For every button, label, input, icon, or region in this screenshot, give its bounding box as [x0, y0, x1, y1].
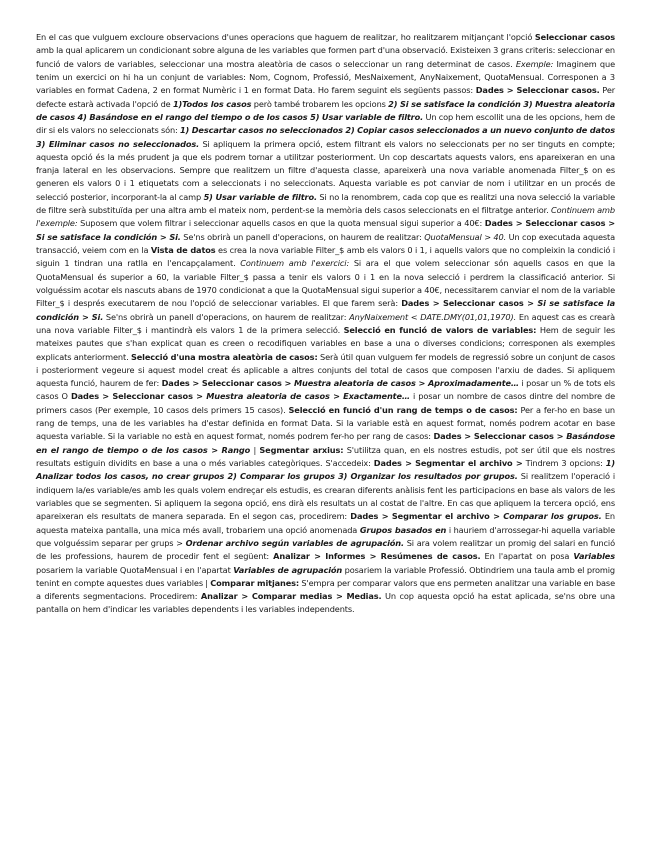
- text-run: En aquest cas es crearà una nova variable Filter_$ i mantindrà els valors 1 de la primera selecció.: [36, 311, 615, 335]
- bold-text-run: Comparar mitjanes:: [210, 577, 300, 588]
- bold-italic-text-run: 1) Descartar casos no seleccionados 2) Copiar casos seleccionados a un nuevo conjunto de datos 3) Eliminar casos no seleccionados.: [36, 125, 615, 149]
- text-run: i posar un % de tots els casos O: [36, 378, 616, 402]
- text-run: amb la qual aplicarem un condicionant sobre alguna de les variables que formen part d'una observació. Existeixen 3 grans criteris: seleccionar en funció de valors de variables, seleccionar una mostra aleatòria de casos o seleccionar un rang determinat de casos.: [36, 45, 615, 69]
- bold-text-run: Dades > Seleccionar casos >: [433, 431, 567, 442]
- text-run: Tindrem 3 opcions:: [522, 458, 606, 468]
- text-run: Un cop hem escollit una de les opcions, hem de dir si els valors no seleccionats són:: [36, 111, 615, 136]
- italic-text-run: QuotaMensual > 40.: [424, 231, 507, 242]
- text-run: S'empra per comparar valors que ens permeten analitzar una variable en base a diferents segmentacions. Procedirem:: [36, 577, 615, 602]
- bold-italic-text-run: Si se satisface la condición > Si.: [36, 231, 181, 242]
- bold-italic-text-run: Variables: [573, 551, 615, 562]
- bold-italic-text-run: Basándose en el rango de tiempo o de los casos > Rango: [36, 431, 616, 455]
- text-run: però també trobarem les opcions: [251, 98, 389, 109]
- italic-text-run: Exemple:: [515, 58, 554, 69]
- text-run: posariem la variable QuotaMensual i en l'apartat: [36, 564, 234, 575]
- bold-text-run: Dades > Segmentar el archivo >: [350, 511, 504, 522]
- bold-italic-text-run: 2) Si se satisface la condición 3) Muestra aleatoria de casos 4) Basándose en el rango del tiempo o de los casos 5) Usar variable de filtro.: [36, 98, 616, 122]
- text-run: Per a fer-ho en base un rang de temps, una de les variables ha d'estar definida en format Data. Si la variable està en aquest format, només podrem acotar en base aquesta variable. Si la variable no està en aquest format, només podrem fer-ho per rang de casos:: [36, 404, 615, 442]
- bold-italic-text-run: Ordenar archivo según variables de agrupación.: [185, 537, 404, 548]
- bold-text-run: Selecció d'una mostra aleatòria de casos:: [130, 351, 318, 362]
- text-run: Se'ns obrirà un panell d'operacions, on haurem de realitzar:: [180, 231, 425, 242]
- text-run: es crea la nova variable Filter_$ amb els valors 0 i 1, i aquells valors que no compleixin la condició i siguin 1 tindran una ratlla en l'encapçalament.: [36, 245, 615, 269]
- text-run: Imaginem que tenim un exercici on hi ha un conjunt de variables: Nom, Cognom, Professió, MesNaixement, AnyNaixement, QuotaMensual. Corresponen a 3 variables en format Cadena, 2 en format Numèric i 1 en format Data. Ho farem seguint els següents passos:: [36, 58, 615, 96]
- text-run: i posar un nombre de casos dintre del nombre de primers casos (Per exemple, 10 casos dels primers 15 casos).: [36, 391, 615, 415]
- text-run: En aquesta mateixa pantalla, una mica més avall, trobariem una opció anomenada: [36, 511, 615, 535]
- text-run: Si apliquem la primera opció, estem filtrant els valors no seleccionats per no ser tinguts en compte; aquesta opció és la més prudent ja que els podrem tornar a utilitzar posteriorment. Un cop descartats aquests valors, ens apareixeran en una franja lateral en les observacions. Sempre que realitzem un filtre d'aquesta classe, apareixerà una nova variable anomenada Filter_$ on es generen els valors 0 i 1 etiquetats com a seleccionats i no seleccionats. Aquesta variable es pot canviar de nom i utilitzar en un procés de selecció posterior, incorporant-la al camp: [36, 138, 615, 202]
- bold-italic-text-run: Variables de agrupación: [233, 564, 343, 575]
- bold-text-run: Seleccionar casos: [534, 32, 615, 42]
- bold-text-run: Dades > Seleccionar casos.: [475, 85, 600, 96]
- text-run: Per defecte estarà activada l'opció de: [36, 85, 615, 109]
- text-run: posariem la variable Professió. Obtindriem una taula amb el promig tenint en compte aquestes dues variables |: [36, 564, 616, 588]
- text-run: Suposem que volem filtrar i seleccionar aquells casos en que la quota mensual sigui superior a 40€:: [77, 218, 485, 229]
- bold-text-run: Dades > Segmentar el archivo >: [373, 458, 523, 468]
- text-run: Si no la renombrem, cada cop que es realitzi una nova selecció la variable de filtre serà substituïda per una altra amb el mateix nom, perdent-se la memòria dels casos seleccionats en el filtratge anterior.: [36, 191, 615, 216]
- bold-text-run: Dades > Seleccionar casos >: [484, 218, 616, 229]
- body-paragraph: [36, 31, 615, 617]
- bold-italic-text-run: 5) Usar variable de filtro.: [203, 191, 317, 202]
- bold-text-run: Segmentar arxius:: [259, 444, 344, 455]
- bold-italic-text-run: Grupos basados en: [359, 524, 447, 535]
- text-run: Si realitzem l'operació i indiquem la/es variable/es amb les quals volem endreçar els estudis, es crearan diferents anàlisis fent les participacions en base als valors de les variables que se segmenten. Si apliquem la segona opció, ens dirà els resultats un al costat de l'altre. En cas que apliquem la tercera opció, ens apareixeran els resultats de manera separada. En el segon cas, procedirem:: [36, 471, 615, 522]
- text-run: |: [250, 444, 260, 455]
- bold-text-run: Dades > Seleccionar casos >: [161, 378, 294, 389]
- bold-italic-text-run: Muestra aleatoria de casos > Exactamente…: [206, 391, 410, 402]
- italic-text-run: Continuem amb l'exercici:: [240, 258, 350, 269]
- bold-text-run: Analizar > Comparar medias > Medias.: [200, 591, 382, 602]
- bold-text-run: Vista de datos: [150, 245, 216, 255]
- text-run: Un cop executada aquesta transacció, veiem com en la: [36, 231, 616, 255]
- text-run: Si ara el que volem seleccionar són aquells casos en que la QuotaMensual és superior a 60, la variable Filter_$ passa a tenir els valors 0 i 1 en la nova selecció i perdrem la classificació anterior. Si volguéssim acotar els nascuts abans de 1970 condicionat a que la QuotaMensual sigui superior a 40€, necessitarem canviar el nom de la variable Filter_$ i després executarem de nou l'opció de seleccionar variables. El que farem serà:: [36, 258, 615, 309]
- bold-text-run: Dades > Seleccionar casos >: [401, 298, 538, 309]
- text-run: En l'apartat on posa: [480, 551, 574, 562]
- text-run: En el cas que vulguem excloure observacions d'unes operacions que haguem de realitzar, ho realitzarem mitjançant l'opció: [36, 32, 535, 42]
- italic-text-run: AnyNaixement < DATE.DMY(01,01,1970).: [349, 311, 517, 322]
- text-run: S'utilitza quan, en els nostres estudis, pot ser útil que els nostres resultats estiguin dividits en base a una o més variables categòriques. S'accedeix:: [36, 444, 615, 468]
- text-run: i hauriem d'arrossegar-hi aquella variable que volguéssim separar per grups >: [36, 524, 615, 548]
- text-run: Serà útil quan vulguem fer models de regressió sobre un conjunt de casos i posteriorment vegeure si aquest model creat és aplicable a altres conjunts del total de casos que composen l'arxiu de dades. Si apliquem aquesta funció, haurem de fer:: [36, 351, 616, 389]
- bold-text-run: Selecció en funció de valors de variables:: [343, 324, 537, 335]
- bold-italic-text-run: Comparar los grupos.: [503, 511, 602, 522]
- italic-text-run: Continuem amb l'exemple:: [36, 205, 615, 229]
- text-run: Un cop aquesta opció ha estat aplicada, se'ns obre una pantalla on hem d'indicar les variables dependents i les variables independents.: [36, 591, 615, 615]
- bold-italic-text-run: Muestra aleatoria de casos > Aproximadamente…: [293, 378, 519, 389]
- bold-text-run: Analizar > Informes > Resúmenes de casos.: [273, 551, 481, 562]
- text-run: Si ara volem realitzar un promig del salari en funció de les professions, haurem de procedir fent el següent:: [36, 537, 615, 562]
- bold-italic-text-run: 1) Analizar todos los casos, no crear grupos 2) Comparar los grupos 3) Organizar los resultados por grupos.: [36, 458, 615, 482]
- bold-text-run: Selecció en funció d'un rang de temps o de casos:: [288, 404, 518, 415]
- text-run: Se'ns obrirà un panell d'operacions, on haurem de realitzar:: [103, 311, 350, 322]
- bold-italic-text-run: 1)Todos los casos: [172, 98, 252, 109]
- bold-text-run: Dades > Seleccionar casos >: [70, 391, 207, 402]
- text-run: Hem de seguir les mateixes pautes que s'han explicat quan es creen o recodifiquen variables en base a una o diverses condicions; corresponen als exemples explicats anteriorment.: [36, 324, 616, 362]
- bold-italic-text-run: Si se satisface la condición > Si.: [36, 298, 615, 322]
